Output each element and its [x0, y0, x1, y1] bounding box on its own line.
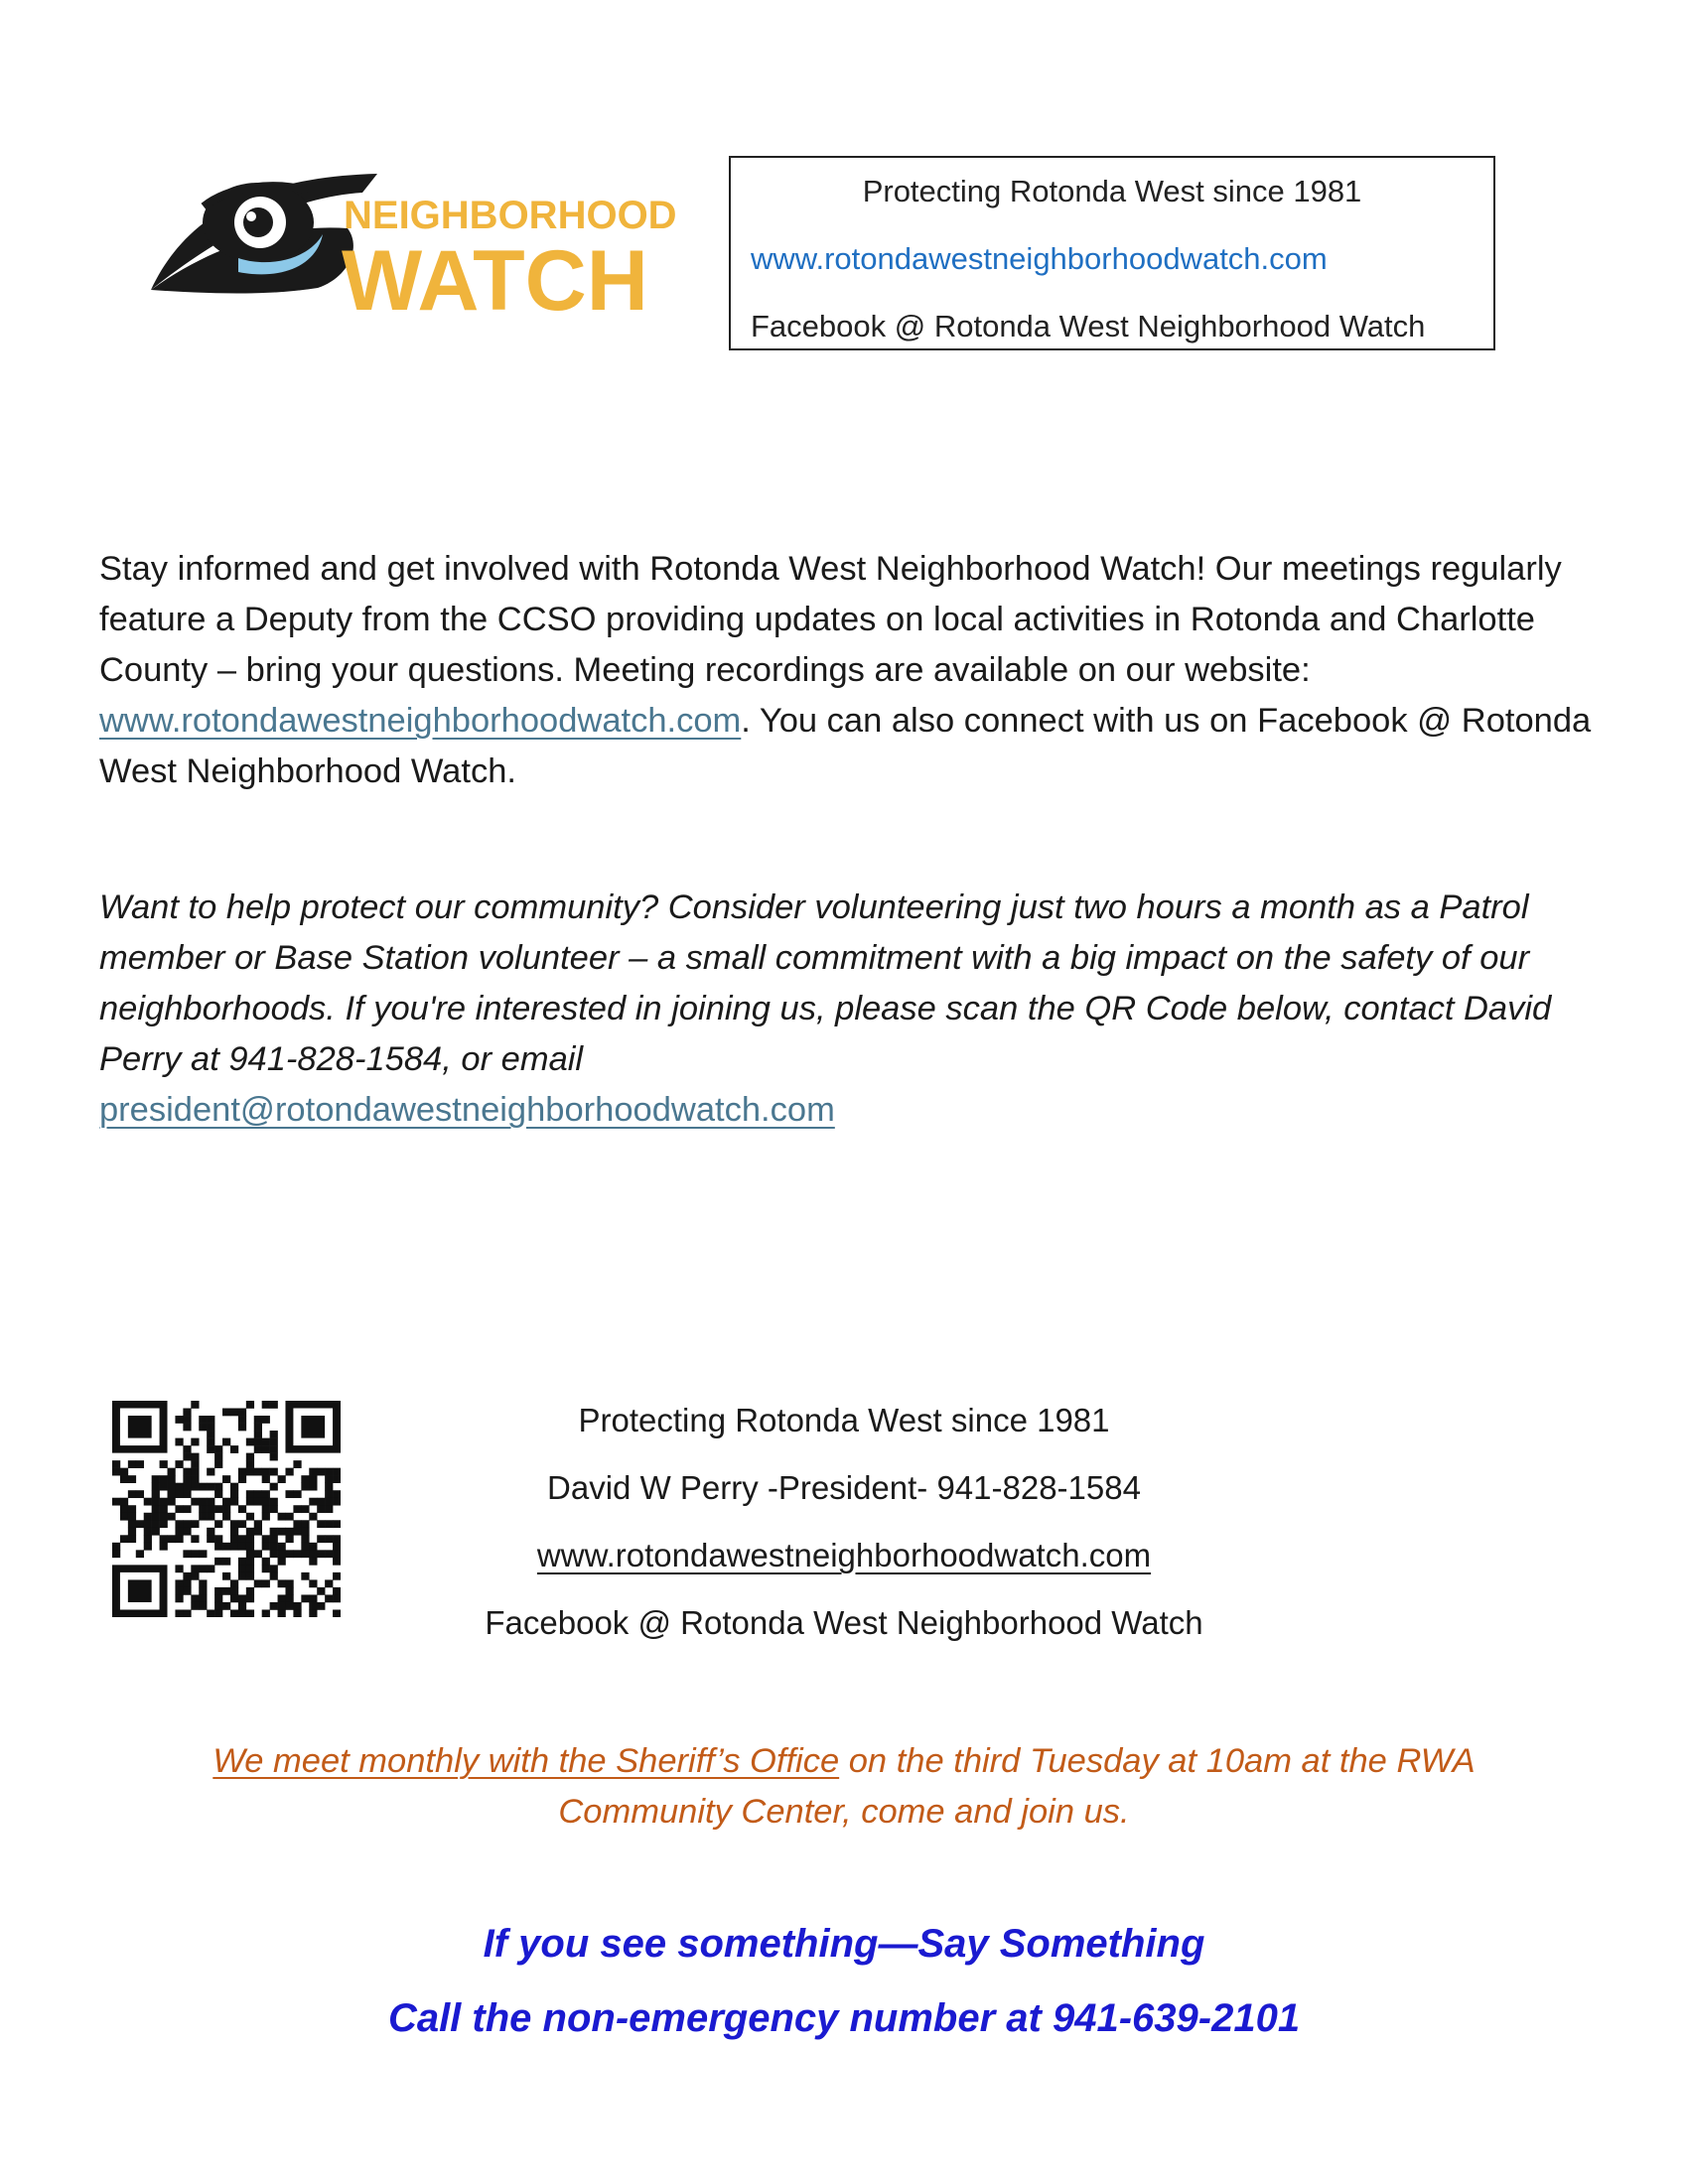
- header-website-link[interactable]: www.rotondawestneighborhoodwatch.com: [751, 241, 1328, 276]
- volunteer-paragraph: [99, 883, 1618, 1136]
- alert-line-1: If you see something—Say Something: [483, 1922, 1205, 1966]
- contact-facebook: Facebook @ Rotonda West Neighborhood Watch: [485, 1604, 1203, 1641]
- intro-paragraph: [99, 544, 1609, 797]
- header-tagline: Protecting Rotonda West since 1981: [862, 174, 1362, 208]
- intro-website-link[interactable]: www.rotondawestneighborhoodwatch.com: [99, 702, 742, 740]
- logo-text-bottom: WATCH: [342, 233, 648, 328]
- qr-code[interactable]: [112, 1401, 341, 1617]
- header-facebook: Facebook @ Rotonda West Neighborhood Watch: [751, 309, 1426, 343]
- contact-tagline: Protecting Rotonda West since 1981: [578, 1402, 1110, 1438]
- volunteer-text: Want to help protect our community? Consider volunteering just two hours a month as a Patrol member or Base Station volunteer – a small commitment with a big impact on the safety of our neighborhoods. If you're interested in joining us, please scan the QR Code below, contact David Perry at 941-828-1584, or email: [99, 888, 1552, 1078]
- header-info-box: [729, 156, 1495, 350]
- meeting-details: on the third Tuesday at 10am at the RWA Community Center, come and join us.: [558, 1742, 1476, 1831]
- intro-text: Stay informed and get involved with Rotonda West Neighborhood Watch! Our meetings regularly feature a Deputy from the CCSO providing updates on local activities in Rotonda and Charlotte County – bring your questions. Meeting recordings are available on our website:: [99, 550, 1562, 689]
- contact-website-link[interactable]: www.rotondawestneighborhoodwatch.com: [536, 1537, 1152, 1573]
- neighborhood-watch-logo: [149, 169, 685, 328]
- meeting-info: [139, 1736, 1549, 1838]
- volunteer-email-link[interactable]: president@rotondawestneighborhoodwatch.com: [99, 1091, 835, 1129]
- intro-text-end: . You can also connect with us on Facebook @ Rotonda West Neighborhood Watch.: [99, 702, 1592, 790]
- logo-text-top: NEIGHBORHOOD: [344, 194, 677, 237]
- alert-line-2: Call the non-emergency number at 941-639-2101: [387, 1996, 1301, 2040]
- contact-president: David W Perry -President- 941-828-1584: [547, 1469, 1141, 1506]
- meeting-link[interactable]: We meet monthly with the Sheriff’s Office: [212, 1742, 840, 1780]
